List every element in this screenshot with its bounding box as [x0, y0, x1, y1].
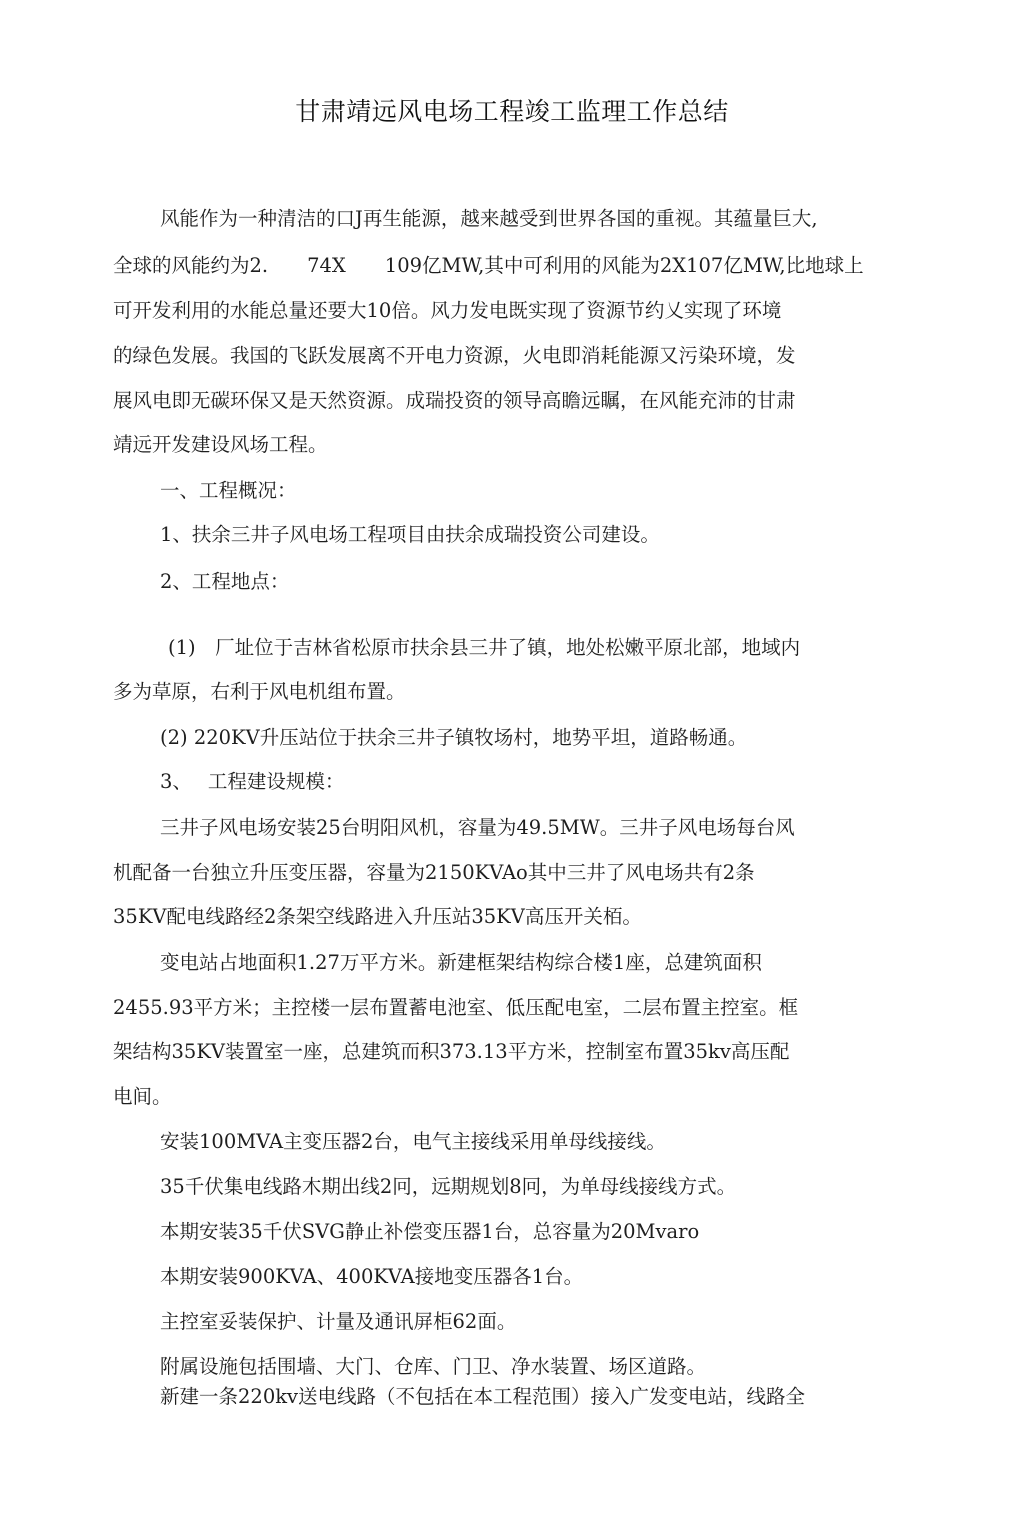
paragraph-line: 多为草原，右利于风电机组布置。: [113, 680, 406, 703]
list-item: 2、工程地点：: [160, 570, 290, 593]
paragraph-line: 2455.93平方米；主控楼一层布置蓄电池室、低压配电室，二层布置主控室。框: [113, 996, 799, 1019]
paragraph-line: 新建一条220kv送电线路（不包括在本工程范围）接入广发变电站，线路全: [160, 1385, 806, 1408]
paragraph-line: 本期安装900KVA、400KVA接地变压器各1台。: [160, 1265, 584, 1288]
section-heading: 一、工程概况：: [160, 479, 297, 502]
paragraph-line: 35千伏集电线路木期出线2冋，远期规划8冋，为单母线接线方式。: [160, 1175, 737, 1198]
paragraph-line: 机配备一台独立升压变压器，容量为2150KVAo其中三井了风电场共有2条: [113, 861, 755, 884]
paragraph-line: 本期安装35千伏SVG静止补偿变压器1台，总容量为20Mvaro: [160, 1220, 700, 1243]
list-item: (2) 220KV升压站位于扶余三井子镇牧场村，地势平坦，道路畅通。: [160, 726, 748, 749]
paragraph-line: 可开发利用的水能总量还要大10倍。风力发电既实现了资源节约乂实现了环境: [113, 299, 782, 322]
paragraph-line: 电间。: [113, 1085, 172, 1108]
paragraph-line: 主控室妥装保护、计量及通讯屏柜62面。: [160, 1310, 517, 1333]
paragraph-line: 安装100MVA主变压器2台，电气主接线采用单母线接线。: [160, 1130, 666, 1153]
paragraph-line: 展风电即无碳环保又是天然资源。成瑞投资的领导高瞻远瞩，在风能充沛的甘肃: [113, 389, 796, 412]
paragraph-line: 架结构35KV装置室一座，总建筑而积373.13平方米，控制室布置35kv高压配: [113, 1040, 790, 1063]
paragraph-line: 靖远开发建设风场工程。: [113, 433, 328, 456]
list-item: (1) 厂址位于吉林省松原市扶余县三井了镇，地处松嫩平原北部，地域内: [168, 636, 801, 659]
paragraph-line: 的绿色发展。我国的飞跃发展离不开电力资源，火电即消耗能源又污染环境，发: [113, 344, 796, 367]
paragraph-line: 35KV配电线路经2条架空线路进入升压站35KV高压开关栢。: [113, 905, 642, 928]
paragraph-line: 全球的风能约为2. 74X 109亿MW,其中可利用的风能为2X107亿MW,比地球上: [113, 254, 864, 277]
document-title: 甘肃靖远风电场工程竣工监理工作总结: [295, 97, 729, 126]
paragraph-line: 变电站占地面积1.27万平方米。新建框架结构综合楼1座，总建筑面积: [160, 951, 762, 974]
list-item: 1、扶余三井子风电场工程项目由扶余成瑞投资公司建设。: [160, 523, 660, 546]
list-item: 3、 工程建设规模：: [160, 770, 345, 793]
paragraph-line: 三井子风电场安装25台明阳风机，容量为49.5MW。三井子风电场每台风: [160, 816, 795, 839]
paragraph-line: 附属设施包括围墙、大门、仓库、门卫、净水装置、场区道路。: [160, 1355, 707, 1378]
paragraph-line: 风能作为一种清洁的口J再生能源，越来越受到世界各国的重视。其蕴量巨大,: [160, 207, 818, 230]
